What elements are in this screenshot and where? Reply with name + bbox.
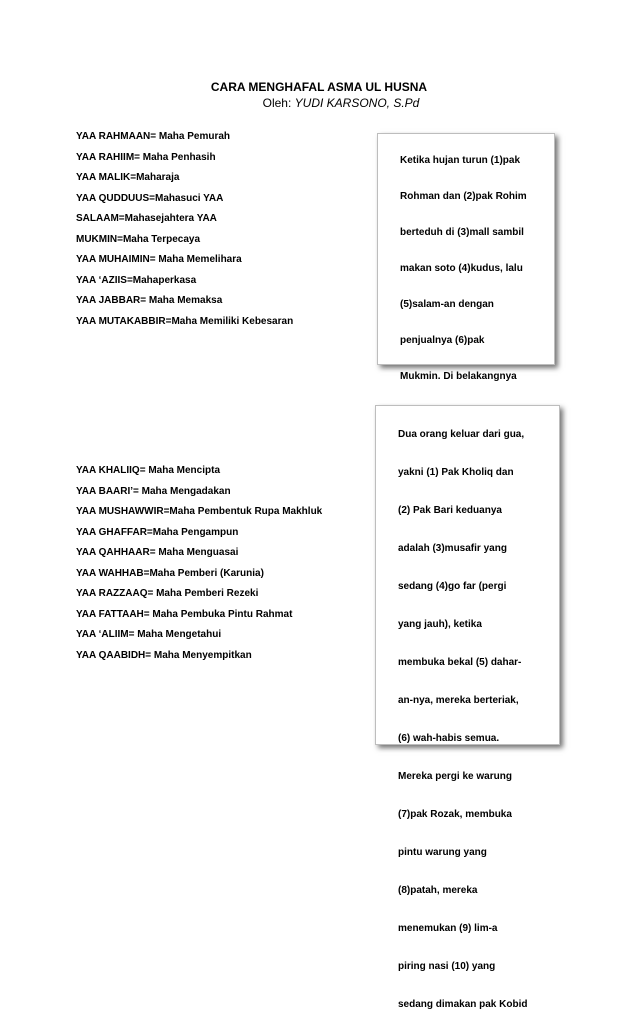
story-line: (8)patah, mereka [398,885,478,896]
mnemonic-story-box-1 [377,133,555,382]
list-item: YAA WAHHAB=Maha Pemberi (Karunia) [76,567,264,579]
list-item: YAA KHALIIQ= Maha Mencipta [76,465,221,476]
story-line: yakni (1) Pak Kholiq dan [398,467,514,478]
story-line: makan soto (4)kudus, lalu [400,263,523,274]
story-line: (5)salam-an dengan [400,299,494,310]
story-line: penjualnya (6)pak [400,335,485,346]
mnemonic-story-box-2 [375,405,560,1010]
list-item: YAA RAHIIM= Maha Penhasih [76,151,216,163]
author-name: YUDI KARSONO, S.Pd [294,96,420,110]
story-line: Mukmin. Di belakangnya [400,371,517,382]
story-line: (7)pak Rozak, membuka [398,809,512,820]
story-line: Ketika hujan turun (1)pak [400,155,521,166]
list-item: YAA MUSHAWWIR=Maha Pembentuk Rupa Makhluk [76,506,323,517]
byline [0,96,638,110]
asmaul-husna-list-1 [76,127,293,332]
document-title: CARA MENGHAFAL ASMA UL HUSNA [210,80,428,94]
list-item: YAA QAHHAAR= Maha Menguasai [76,547,239,558]
story-line: pintu warung yang [398,847,487,858]
story-line: (2) Pak Bari keduanya [398,505,502,516]
list-item: YAA BAARI’= Maha Mengadakan [76,485,231,497]
list-item: MUKMIN=Maha Terpecaya [76,233,201,245]
list-item: YAA ‘AZIIS=Mahaperkasa [76,274,197,286]
list-item: YAA MALIK=Maharaja [76,172,180,183]
story-line: yang jauh), ketika [398,619,482,630]
story-line: membuka bekal (5) dahar- [398,657,522,668]
list-item: YAA MUHAIMIN= Maha Memelihara [76,254,242,265]
list-item: YAA QAABIDH= Maha Menyempitkan [76,649,252,661]
story-line: an-nya, mereka berteriak, [398,695,519,706]
list-item: YAA GHAFFAR=Maha Pengampun [76,526,239,538]
story-line: Rohman dan (2)pak Rohim [400,191,527,202]
list-item: YAA JABBAR= Maha Memaksa [76,295,223,306]
story-line: Mereka pergi ke warung [398,771,512,782]
byline-prefix: Oleh: [262,96,292,110]
story-line: piring nasi (10) yang [398,961,496,972]
list-item: YAA RAZZAAQ= Maha Pemberi Rezeki [76,588,259,599]
list-item: YAA QUDDUUS=Mahasuci YAA [76,192,224,204]
story-line: sedang (4)go far (pergi [398,581,507,592]
list-item: YAA RAHMAAN= Maha Pemurah [76,131,231,142]
list-item: YAA MUTAKABBIR=Maha Memiliki Kebesaran [76,315,294,327]
story-line: adalah (3)musafir yang [398,543,507,554]
story-line: sedang dimakan pak Kobid [398,999,528,1010]
list-item: YAA ‘ALIIM= Maha Mengetahui [76,629,222,640]
list-item: YAA FATTAAH= Maha Pembuka Pintu Rahmat [76,608,293,620]
story-line: (6) wah-habis semua. [398,733,500,744]
story-line: berteduh di (3)mall sambil [400,227,524,238]
list-item: SALAAM=Mahasejahtera YAA [76,213,217,224]
story-line: Dua orang keluar dari gua, [398,429,525,440]
story-line: menemukan (9) lim-a [398,923,498,934]
asmaul-husna-list-2 [76,461,322,666]
